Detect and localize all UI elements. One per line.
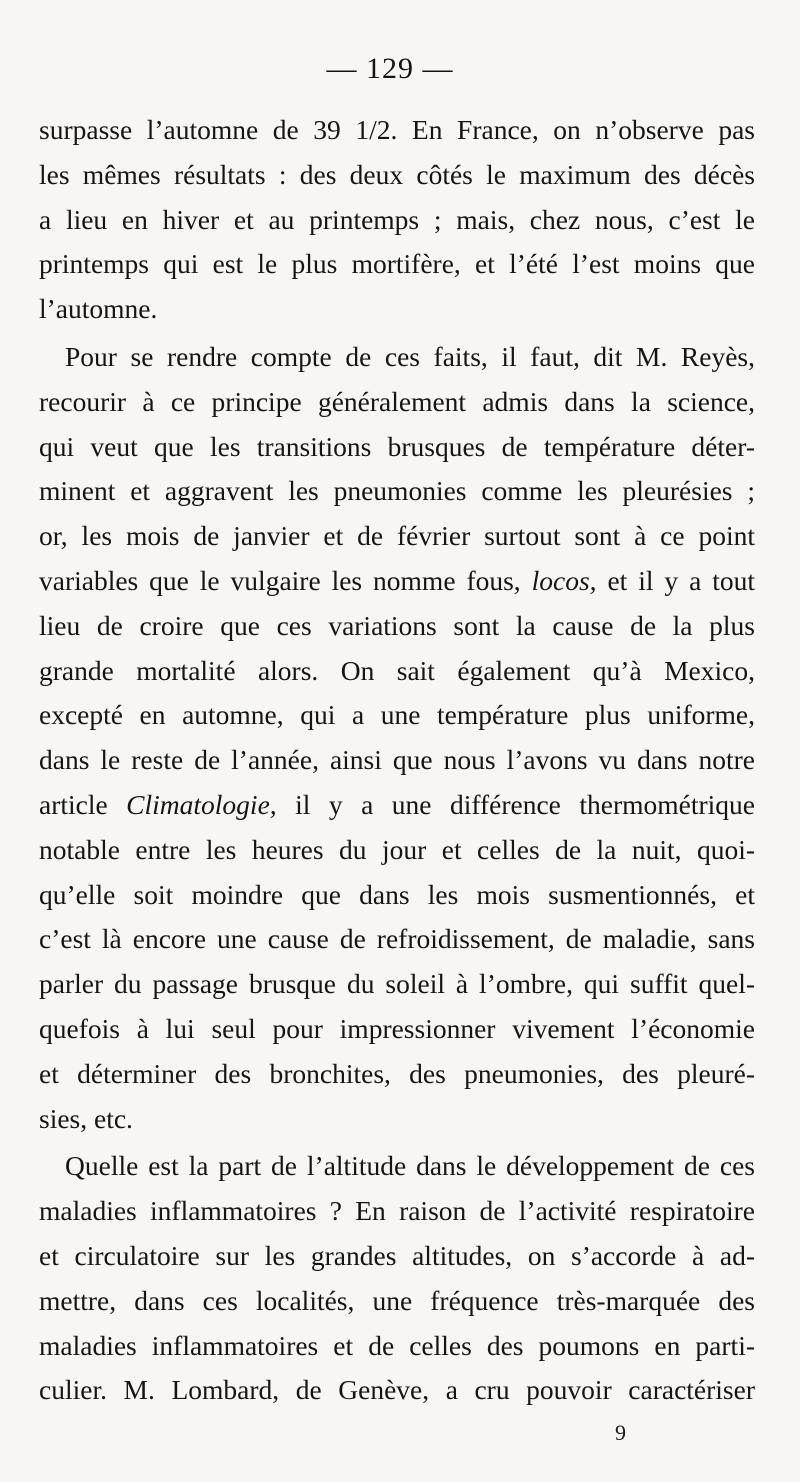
text-line: surpasse l’automne de 39 1/2. En France, on n’observe pas: [39, 114, 755, 145]
text-line: qu’elle soit moindre que dans les mois susmentionnés, et: [39, 878, 755, 910]
text-line: article Climatologie, il y a une différence thermométrique: [39, 788, 755, 820]
paragraph-2: [39, 335, 755, 1141]
text-line: c’est là encore une cause de refroidissement, de maladie, sans: [39, 923, 755, 955]
text-line: grande mortalité alors. On sait également qu’à Mexico,: [39, 654, 755, 686]
text-line: les mêmes résultats : des deux côtés le maximum des décès: [39, 158, 755, 190]
text-line: minent et aggravent les pneumonies comme les pleurésies ;: [39, 475, 755, 507]
text-line: Quelle est la part de l’altitude dans le développement de ces: [65, 1150, 755, 1182]
signature-mark: 9: [615, 1420, 626, 1445]
text-line: sies, etc.: [39, 1102, 133, 1134]
text-line: printemps qui est le plus mortifère, et l’été l’est moins que: [39, 248, 755, 280]
text-line: mettre, dans ces localités, une fréquence très-marquée des: [39, 1284, 755, 1316]
paragraph-3: [39, 1144, 755, 1413]
page-number: — 129 —: [326, 52, 454, 85]
body-text: [39, 108, 755, 1413]
text-line: maladies inflammatoires ? En raison de l’activité respiratoire: [39, 1195, 755, 1227]
text-line: parler du passage brusque du soleil à l’ombre, qui suffit quel-: [39, 968, 755, 1000]
text-line: variables que le vulgaire les nomme fous, locos, et il y a tout: [39, 564, 755, 596]
text-line: et circulatoire sur les grandes altitudes, on s’accorde à ad-: [39, 1239, 755, 1271]
text-line: lieu de croire que ces variations sont la cause de la plus: [39, 609, 755, 641]
text-line: a lieu en hiver et au printemps ; mais, chez nous, c’est le: [39, 203, 755, 235]
paragraph-1: [39, 108, 755, 332]
text-line: maladies inflammatoires et de celles des poumons en parti-: [39, 1329, 755, 1361]
text-line: Pour se rendre compte de ces faits, il faut, dit M. Reyès,: [65, 340, 755, 372]
text-line: l’automne.: [39, 293, 158, 325]
text-line: et déterminer des bronchites, des pneumonies, des pleuré-: [39, 1057, 755, 1089]
text-line: quefois à lui seul pour impressionner vivement l’économie: [39, 1012, 755, 1044]
text-line: or, les mois de janvier et de février surtout sont à ce point: [39, 520, 755, 552]
text-line: culier. M. Lombard, de Genève, a cru pouvoir caractériser: [39, 1374, 755, 1406]
text-line: excepté en automne, qui a une température plus uniforme,: [39, 699, 755, 731]
text-line: dans le reste de l’année, ainsi que nous l’avons vu dans notre: [39, 744, 755, 776]
text-line: notable entre les heures du jour et celles de la nuit, quoi-: [39, 833, 755, 865]
text-line: qui veut que les transitions brusques de température déter-: [39, 430, 755, 462]
text-line: recourir à ce principe généralement admis dans la science,: [39, 385, 755, 417]
